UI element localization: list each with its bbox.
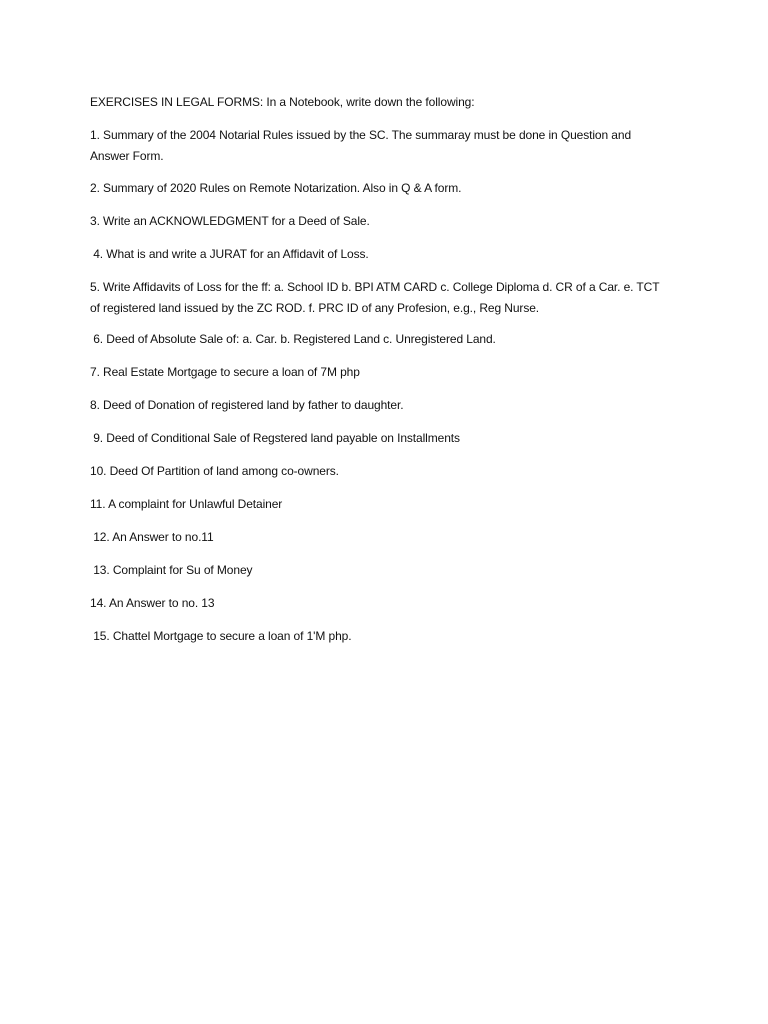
list-item: 1. Summary of the 2004 Notarial Rules issued by the SC. The summaray must be done in Question and Answer Form.: [90, 128, 632, 163]
list-item: 2. Summary of 2020 Rules on Remote Notarization. Also in Q & A form.: [90, 181, 462, 195]
list-item: 13. Complaint for Su of Money: [90, 563, 253, 577]
list-item: 9. Deed of Conditional Sale of Regstered land payable on Installments: [90, 431, 460, 445]
list-item: 10. Deed Of Partition of land among co-owners.: [90, 464, 339, 478]
list-item: 7. Real Estate Mortgage to secure a loan of 7M php: [90, 365, 360, 379]
list-item: 14. An Answer to no. 13: [90, 596, 215, 610]
list-item: 4. What is and write a JURAT for an Affidavit of Loss.: [90, 247, 369, 261]
list-item: 8. Deed of Donation of registered land by father to daughter.: [90, 398, 404, 412]
list-item: 3. Write an ACKNOWLEDGMENT for a Deed of Sale.: [90, 214, 370, 228]
list-item: 6. Deed of Absolute Sale of: a. Car. b. Registered Land c. Unregistered Land.: [90, 332, 496, 346]
list-item: 5. Write Affidavits of Loss for the ff: a. School ID b. BPI ATM CARD c. College Diploma d. CR of a Car. e. TCT of registered land issued by the ZC ROD. f. PRC ID of any Profesion, e.g., Reg Nurse.: [90, 280, 660, 315]
list-item: 11. A complaint for Unlawful Detainer: [90, 497, 283, 511]
document-heading: EXERCISES IN LEGAL FORMS: In a Notebook, write down the following:: [90, 95, 475, 109]
list-item: 12. An Answer to no.11: [90, 530, 214, 544]
list-item: 15. Chattel Mortgage to secure a loan of 1'M php.: [90, 629, 352, 643]
